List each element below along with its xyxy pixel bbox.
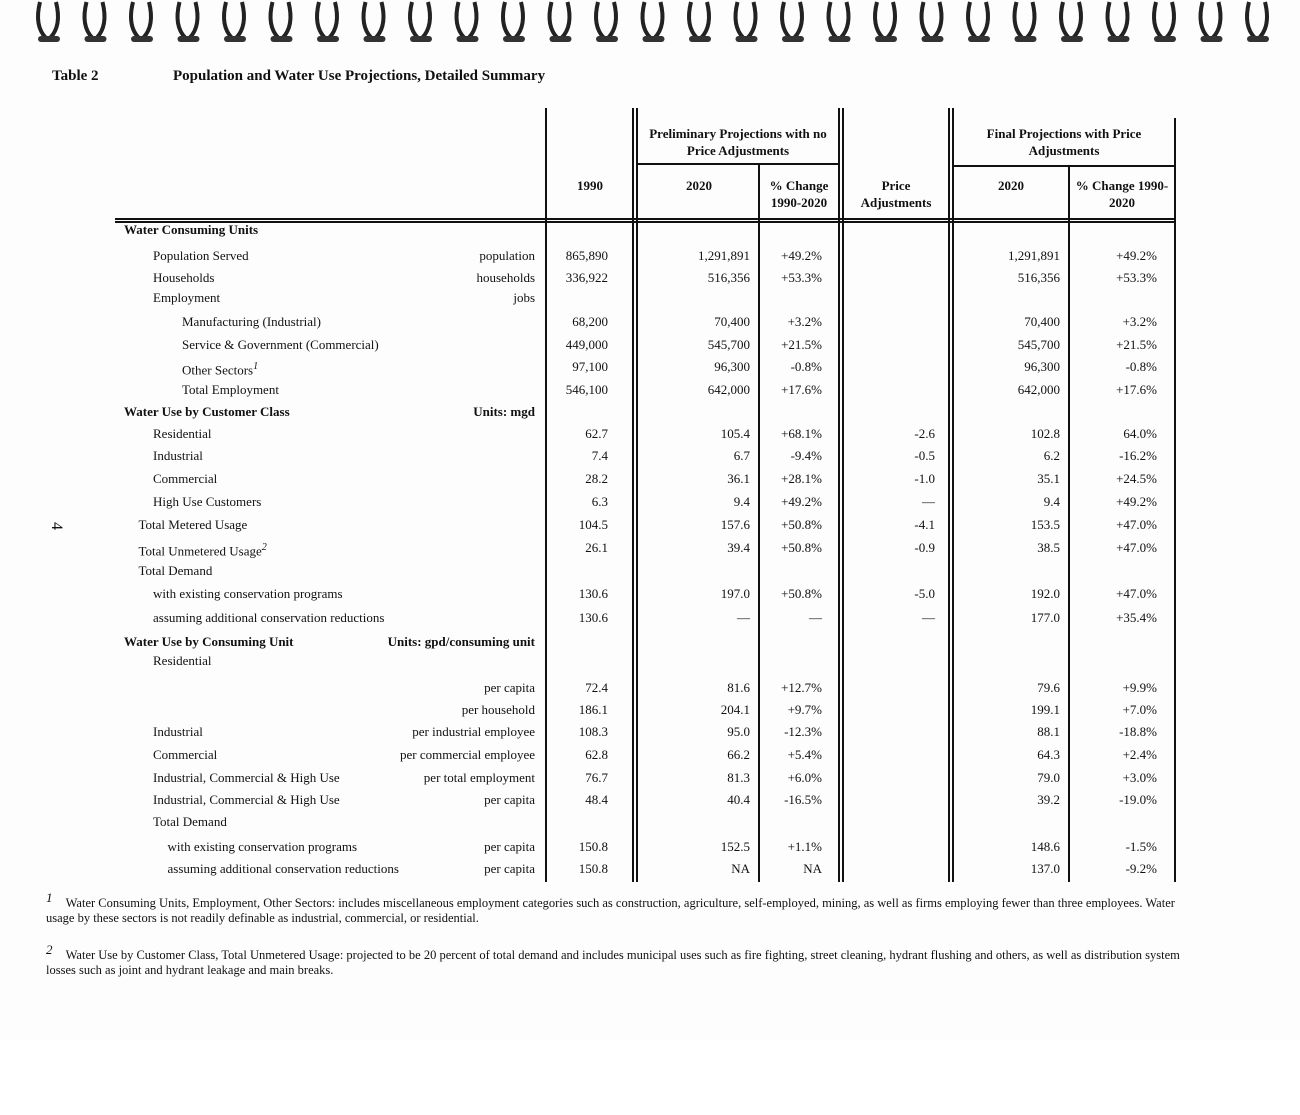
header-final-change: % Change 1990-2020 — [1075, 178, 1169, 210]
value-final-change: +17.6% — [1116, 382, 1157, 397]
binding-loop — [364, 2, 386, 42]
value-final-change: -1.5% — [1125, 839, 1157, 854]
row-label — [153, 610, 384, 626]
footnote-ref: 1 — [253, 361, 259, 372]
row-label — [153, 814, 227, 830]
table-rule — [838, 108, 840, 882]
value-1990: 6.3 — [591, 494, 608, 509]
row-label — [153, 494, 261, 510]
row-label — [182, 337, 379, 353]
value-1990: 108.3 — [578, 724, 608, 739]
row-label — [139, 563, 213, 579]
row-label — [153, 586, 343, 602]
value-prelim-2020: 204.1 — [720, 702, 750, 717]
value-final-change: +21.5% — [1116, 337, 1157, 352]
binding-loop — [178, 2, 200, 42]
value-prelim-change: +50.8% — [781, 540, 822, 555]
value-prelim-2020: 197.0 — [720, 586, 750, 601]
row-label — [153, 248, 249, 264]
value-final-change: +47.0% — [1116, 540, 1157, 555]
page-number: 4 — [48, 522, 65, 530]
value-final-change: +3.2% — [1122, 314, 1157, 329]
row-label — [153, 471, 217, 487]
value-prelim-2020: 9.4 — [733, 494, 750, 509]
binding-loop — [131, 2, 153, 42]
value-final-2020: 96,300 — [1024, 359, 1060, 374]
row-unit: per capita — [484, 839, 535, 854]
binding-loop — [457, 2, 479, 42]
binding-loop — [782, 2, 804, 42]
row-unit: per household — [461, 702, 535, 717]
value-prelim-change: +5.4% — [787, 747, 822, 762]
row-label — [153, 653, 212, 669]
row-label-text: Water Use by Customer Class — [124, 404, 290, 419]
row-label-text: High Use Customers — [153, 494, 262, 509]
value-1990: 546,100 — [565, 382, 608, 397]
value-1990: 150.8 — [578, 861, 608, 876]
row-label — [139, 517, 248, 533]
row-label-text: Water Consuming Units — [124, 222, 259, 237]
value-price-adjustment: -1.0 — [914, 471, 935, 486]
value-1990: 97,100 — [572, 359, 608, 374]
row-unit: per capita — [484, 792, 535, 807]
binding-loop — [550, 2, 572, 42]
binding-loop — [596, 2, 618, 42]
row-label-text: Industrial — [153, 724, 203, 739]
value-1990: 48.4 — [585, 792, 608, 807]
row-label-text: Total Demand — [153, 814, 227, 829]
row-unit: Units: mgd — [473, 404, 535, 419]
table-rule — [636, 163, 838, 165]
row-label — [153, 792, 340, 808]
value-final-2020: 199.1 — [1030, 702, 1060, 717]
value-1990: 7.4 — [591, 448, 608, 463]
value-price-adjustment: -5.0 — [914, 586, 935, 601]
binding-loop — [875, 2, 897, 42]
row-label-text: Residential — [153, 426, 212, 441]
value-final-2020: 79.6 — [1037, 680, 1060, 695]
value-prelim-change: +6.0% — [787, 770, 822, 785]
row-label-text: Employment — [153, 290, 221, 305]
value-final-2020: 1,291,891 — [1008, 248, 1060, 263]
row-label-text: Industrial, Commercial & High Use — [153, 770, 340, 785]
row-label — [182, 314, 321, 330]
value-final-change: +24.5% — [1116, 471, 1157, 486]
value-1990: 865,890 — [565, 248, 608, 263]
row-unit: per capita — [484, 680, 535, 695]
value-prelim-2020: 40.4 — [727, 792, 750, 807]
value-final-change: +47.0% — [1116, 517, 1157, 532]
row-unit: Units: gpd/consuming unit — [387, 634, 535, 649]
row-label-text: Population Served — [153, 248, 249, 263]
table-rule — [842, 108, 844, 882]
value-final-change: 64.0% — [1123, 426, 1157, 441]
value-prelim-change: +49.2% — [781, 248, 822, 263]
value-prelim-2020: 96,300 — [714, 359, 750, 374]
binding-loop — [736, 2, 758, 42]
binding-loop — [503, 2, 525, 42]
value-final-change: -19.0% — [1119, 792, 1157, 807]
value-price-adjustment: -0.9 — [914, 540, 935, 555]
binding-loop — [643, 2, 665, 42]
value-1990: 62.7 — [585, 426, 608, 441]
table-rule — [1068, 165, 1070, 882]
value-prelim-2020: — — [737, 610, 750, 625]
value-final-change: -16.2% — [1119, 448, 1157, 463]
value-prelim-2020: 545,700 — [707, 337, 750, 352]
value-prelim-2020: 105.4 — [720, 426, 750, 441]
row-label-text: Total Unmetered Usage — [138, 543, 262, 559]
table-rule — [115, 218, 1175, 220]
header-prelim-change: % Change 1990-2020 — [769, 178, 829, 210]
row-label — [182, 382, 279, 398]
value-prelim-2020: 152.5 — [720, 839, 750, 854]
value-final-2020: 153.5 — [1030, 517, 1060, 532]
value-prelim-change: +68.1% — [781, 426, 822, 441]
value-prelim-2020: 6.7 — [733, 448, 750, 463]
footnote-1-mark: 1 — [46, 890, 53, 905]
value-prelim-2020: 642,000 — [707, 382, 750, 397]
row-label — [153, 270, 214, 286]
row-label-text: Residential — [153, 653, 212, 668]
value-prelim-change: +53.3% — [781, 270, 822, 285]
value-final-2020: 642,000 — [1017, 382, 1060, 397]
row-label-text: with existing conservation programs — [153, 586, 343, 601]
value-price-adjustment: — — [922, 494, 935, 509]
page-bottom-margin — [0, 1040, 1300, 1115]
value-1990: 62.8 — [585, 747, 608, 762]
value-prelim-2020: 516,356 — [707, 270, 750, 285]
row-label-text: Industrial, Commercial & High Use — [153, 792, 340, 807]
binding-loop — [38, 2, 60, 42]
row-label-text: Commercial — [153, 471, 218, 486]
value-prelim-2020: NA — [731, 861, 750, 876]
value-final-2020: 192.0 — [1030, 586, 1060, 601]
value-prelim-change: -16.5% — [784, 792, 822, 807]
row-label-text: assuming additional conservation reductions — [153, 610, 385, 625]
binding-loop — [1061, 2, 1083, 42]
value-prelim-2020: 157.6 — [720, 517, 750, 532]
row-unit: per industrial employee — [412, 724, 535, 739]
value-final-2020: 148.6 — [1030, 839, 1060, 854]
row-label-text: assuming additional conservation reductions — [167, 861, 399, 876]
binding-loop — [1015, 2, 1037, 42]
row-label — [124, 404, 290, 420]
row-label-text: Total Demand — [138, 563, 213, 578]
value-final-2020: 88.1 — [1037, 724, 1060, 739]
binding-loop — [410, 2, 432, 42]
value-final-2020: 102.8 — [1030, 426, 1060, 441]
value-prelim-change: +49.2% — [781, 494, 822, 509]
binding-loop — [829, 2, 851, 42]
value-final-2020: 70,400 — [1024, 314, 1060, 329]
footnote-2-text: Water Use by Customer Class, Total Unmetered Usage: projected to be 20 percent of total demand and includes municipal uses such as fire fighting, street cleaning, hydrant flushing and others, as well as distribution system losses such as joint and hydrant leakage and main breaks. — [46, 948, 1180, 978]
binding-loop — [1201, 2, 1223, 42]
row-label-text: with existing conservation programs — [167, 839, 358, 854]
value-prelim-change: +9.7% — [787, 702, 822, 717]
row-label-text: Households — [153, 270, 215, 285]
header-1990: 1990 — [577, 178, 603, 193]
value-prelim-change: -9.4% — [790, 448, 822, 463]
value-price-adjustment: — — [922, 610, 935, 625]
value-1990: 336,922 — [565, 270, 608, 285]
value-1990: 186.1 — [578, 702, 608, 717]
row-label — [153, 448, 203, 464]
value-final-2020: 38.5 — [1037, 540, 1060, 555]
binding-loop — [271, 2, 293, 42]
row-unit: households — [476, 270, 535, 285]
value-1990: 449,000 — [565, 337, 608, 352]
value-1990: 68,200 — [572, 314, 608, 329]
table-rule — [636, 108, 638, 882]
binding-loop — [922, 2, 944, 42]
value-prelim-2020: 81.6 — [727, 680, 750, 695]
value-prelim-2020: 95.0 — [727, 724, 750, 739]
footnote-ref: 2 — [261, 542, 267, 553]
row-label — [153, 724, 203, 740]
value-1990: 72.4 — [585, 680, 608, 695]
value-prelim-change: +17.6% — [781, 382, 822, 397]
binding-loop — [968, 2, 990, 42]
value-prelim-2020: 1,291,891 — [698, 248, 750, 263]
row-label — [168, 839, 358, 855]
value-final-change: -0.8% — [1125, 359, 1157, 374]
value-1990: 76.7 — [585, 770, 608, 785]
row-label-text: Total Employment — [182, 382, 279, 397]
value-1990: 104.5 — [578, 517, 608, 532]
header-final-group: Final Projections with Price Adjustments — [986, 126, 1142, 158]
value-final-2020: 177.0 — [1030, 610, 1060, 625]
table-rule — [545, 108, 547, 882]
value-prelim-change: +28.1% — [781, 471, 822, 486]
table-rule — [952, 165, 1174, 167]
binding-loop — [689, 2, 711, 42]
row-label-text: Service & Government (Commercial) — [182, 337, 379, 352]
row-unit: jobs — [513, 290, 535, 305]
value-1990: 130.6 — [578, 610, 608, 625]
row-label — [124, 222, 258, 238]
table-title: Population and Water Use Projections, Detailed Summary — [173, 68, 546, 84]
value-prelim-2020: 70,400 — [714, 314, 750, 329]
footnote-2 — [46, 942, 1206, 978]
value-final-change: +2.4% — [1122, 747, 1157, 762]
row-unit: per capita — [484, 861, 535, 876]
value-prelim-2020: 66.2 — [727, 747, 750, 762]
binding-loop — [85, 2, 107, 42]
table-rule — [948, 108, 950, 882]
value-final-change: -18.8% — [1119, 724, 1157, 739]
row-label-text: Manufacturing (Industrial) — [182, 314, 321, 329]
value-final-change: +49.2% — [1116, 248, 1157, 263]
value-prelim-change: +1.1% — [787, 839, 822, 854]
row-label — [153, 426, 212, 442]
header-preliminary-group: Preliminary Projections with no Price Adjustments — [649, 126, 827, 158]
row-unit: per commercial employee — [400, 747, 535, 762]
value-final-2020: 39.2 — [1037, 792, 1060, 807]
value-1990: 28.2 — [585, 471, 608, 486]
value-prelim-change: -0.8% — [790, 359, 822, 374]
value-prelim-2020: 36.1 — [727, 471, 750, 486]
footnote-1-text: Water Consuming Units, Employment, Other Sectors: includes miscellaneous employment categories such as construction, agriculture, self-employed, mining, as well as firms employing fewer than three employees. Water usage by these sectors is not readily definable as industrial, commercial, or residential. — [46, 896, 1175, 926]
value-prelim-change: +12.7% — [781, 680, 822, 695]
table-label: Table 2 — [52, 68, 99, 84]
header-final-2020: 2020 — [998, 178, 1024, 193]
row-label — [153, 747, 217, 763]
value-prelim-change: +50.8% — [781, 517, 822, 532]
value-final-2020: 64.3 — [1037, 747, 1060, 762]
table-rule — [952, 108, 954, 882]
value-final-change: +7.0% — [1122, 702, 1157, 717]
binding-loop — [1247, 2, 1269, 42]
value-1990: 150.8 — [578, 839, 608, 854]
row-label-text: Total Metered Usage — [138, 517, 248, 532]
value-1990: 130.6 — [578, 586, 608, 601]
value-final-2020: 79.0 — [1037, 770, 1060, 785]
row-label — [124, 634, 294, 650]
row-unit: per total employment — [423, 770, 535, 785]
value-final-2020: 6.2 — [1043, 448, 1060, 463]
value-final-2020: 9.4 — [1043, 494, 1060, 509]
value-prelim-2020: 39.4 — [727, 540, 750, 555]
header-prelim-2020: 2020 — [686, 178, 712, 193]
value-final-change: +49.2% — [1116, 494, 1157, 509]
table-rule — [758, 165, 760, 882]
value-final-2020: 516,356 — [1017, 270, 1060, 285]
row-label — [139, 540, 267, 559]
row-unit: population — [479, 248, 535, 263]
value-prelim-change: +21.5% — [781, 337, 822, 352]
value-final-change: +53.3% — [1116, 270, 1157, 285]
value-prelim-change: +50.8% — [781, 586, 822, 601]
value-price-adjustment: -4.1 — [914, 517, 935, 532]
value-final-change: +47.0% — [1116, 586, 1157, 601]
binding-loop — [1154, 2, 1176, 42]
binding-loop — [317, 2, 339, 42]
value-price-adjustment: -2.6 — [914, 426, 935, 441]
binding-loop — [224, 2, 246, 42]
table-rule — [632, 108, 634, 882]
value-1990: 26.1 — [585, 540, 608, 555]
value-prelim-change: +3.2% — [787, 314, 822, 329]
value-prelim-2020: 81.3 — [727, 770, 750, 785]
value-final-2020: 545,700 — [1017, 337, 1060, 352]
spiral-binding-icon — [0, 0, 1300, 50]
value-price-adjustment: -0.5 — [914, 448, 935, 463]
row-label-text: Industrial — [153, 448, 203, 463]
value-final-2020: 35.1 — [1037, 471, 1060, 486]
footnote-1 — [46, 890, 1206, 926]
table-rule — [1174, 118, 1176, 882]
row-label — [182, 359, 258, 378]
row-label — [153, 770, 340, 786]
binding-loop — [1108, 2, 1130, 42]
value-final-2020: 137.0 — [1030, 861, 1060, 876]
row-label — [153, 290, 220, 306]
row-label-text: Other Sectors — [182, 362, 254, 378]
value-final-change: +35.4% — [1116, 610, 1157, 625]
header-price-adjustments: Price Adjustments — [860, 178, 932, 210]
value-prelim-change: — — [809, 610, 822, 625]
row-label-text: Commercial — [153, 747, 218, 762]
footnote-2-mark: 2 — [46, 942, 53, 957]
value-final-change: -9.2% — [1125, 861, 1157, 876]
value-prelim-change: NA — [803, 861, 822, 876]
value-final-change: +9.9% — [1122, 680, 1157, 695]
value-prelim-change: -12.3% — [784, 724, 822, 739]
row-label-text: Water Use by Consuming Unit — [124, 634, 294, 649]
value-final-change: +3.0% — [1122, 770, 1157, 785]
table-rule — [115, 221, 1175, 223]
row-label — [168, 861, 399, 877]
